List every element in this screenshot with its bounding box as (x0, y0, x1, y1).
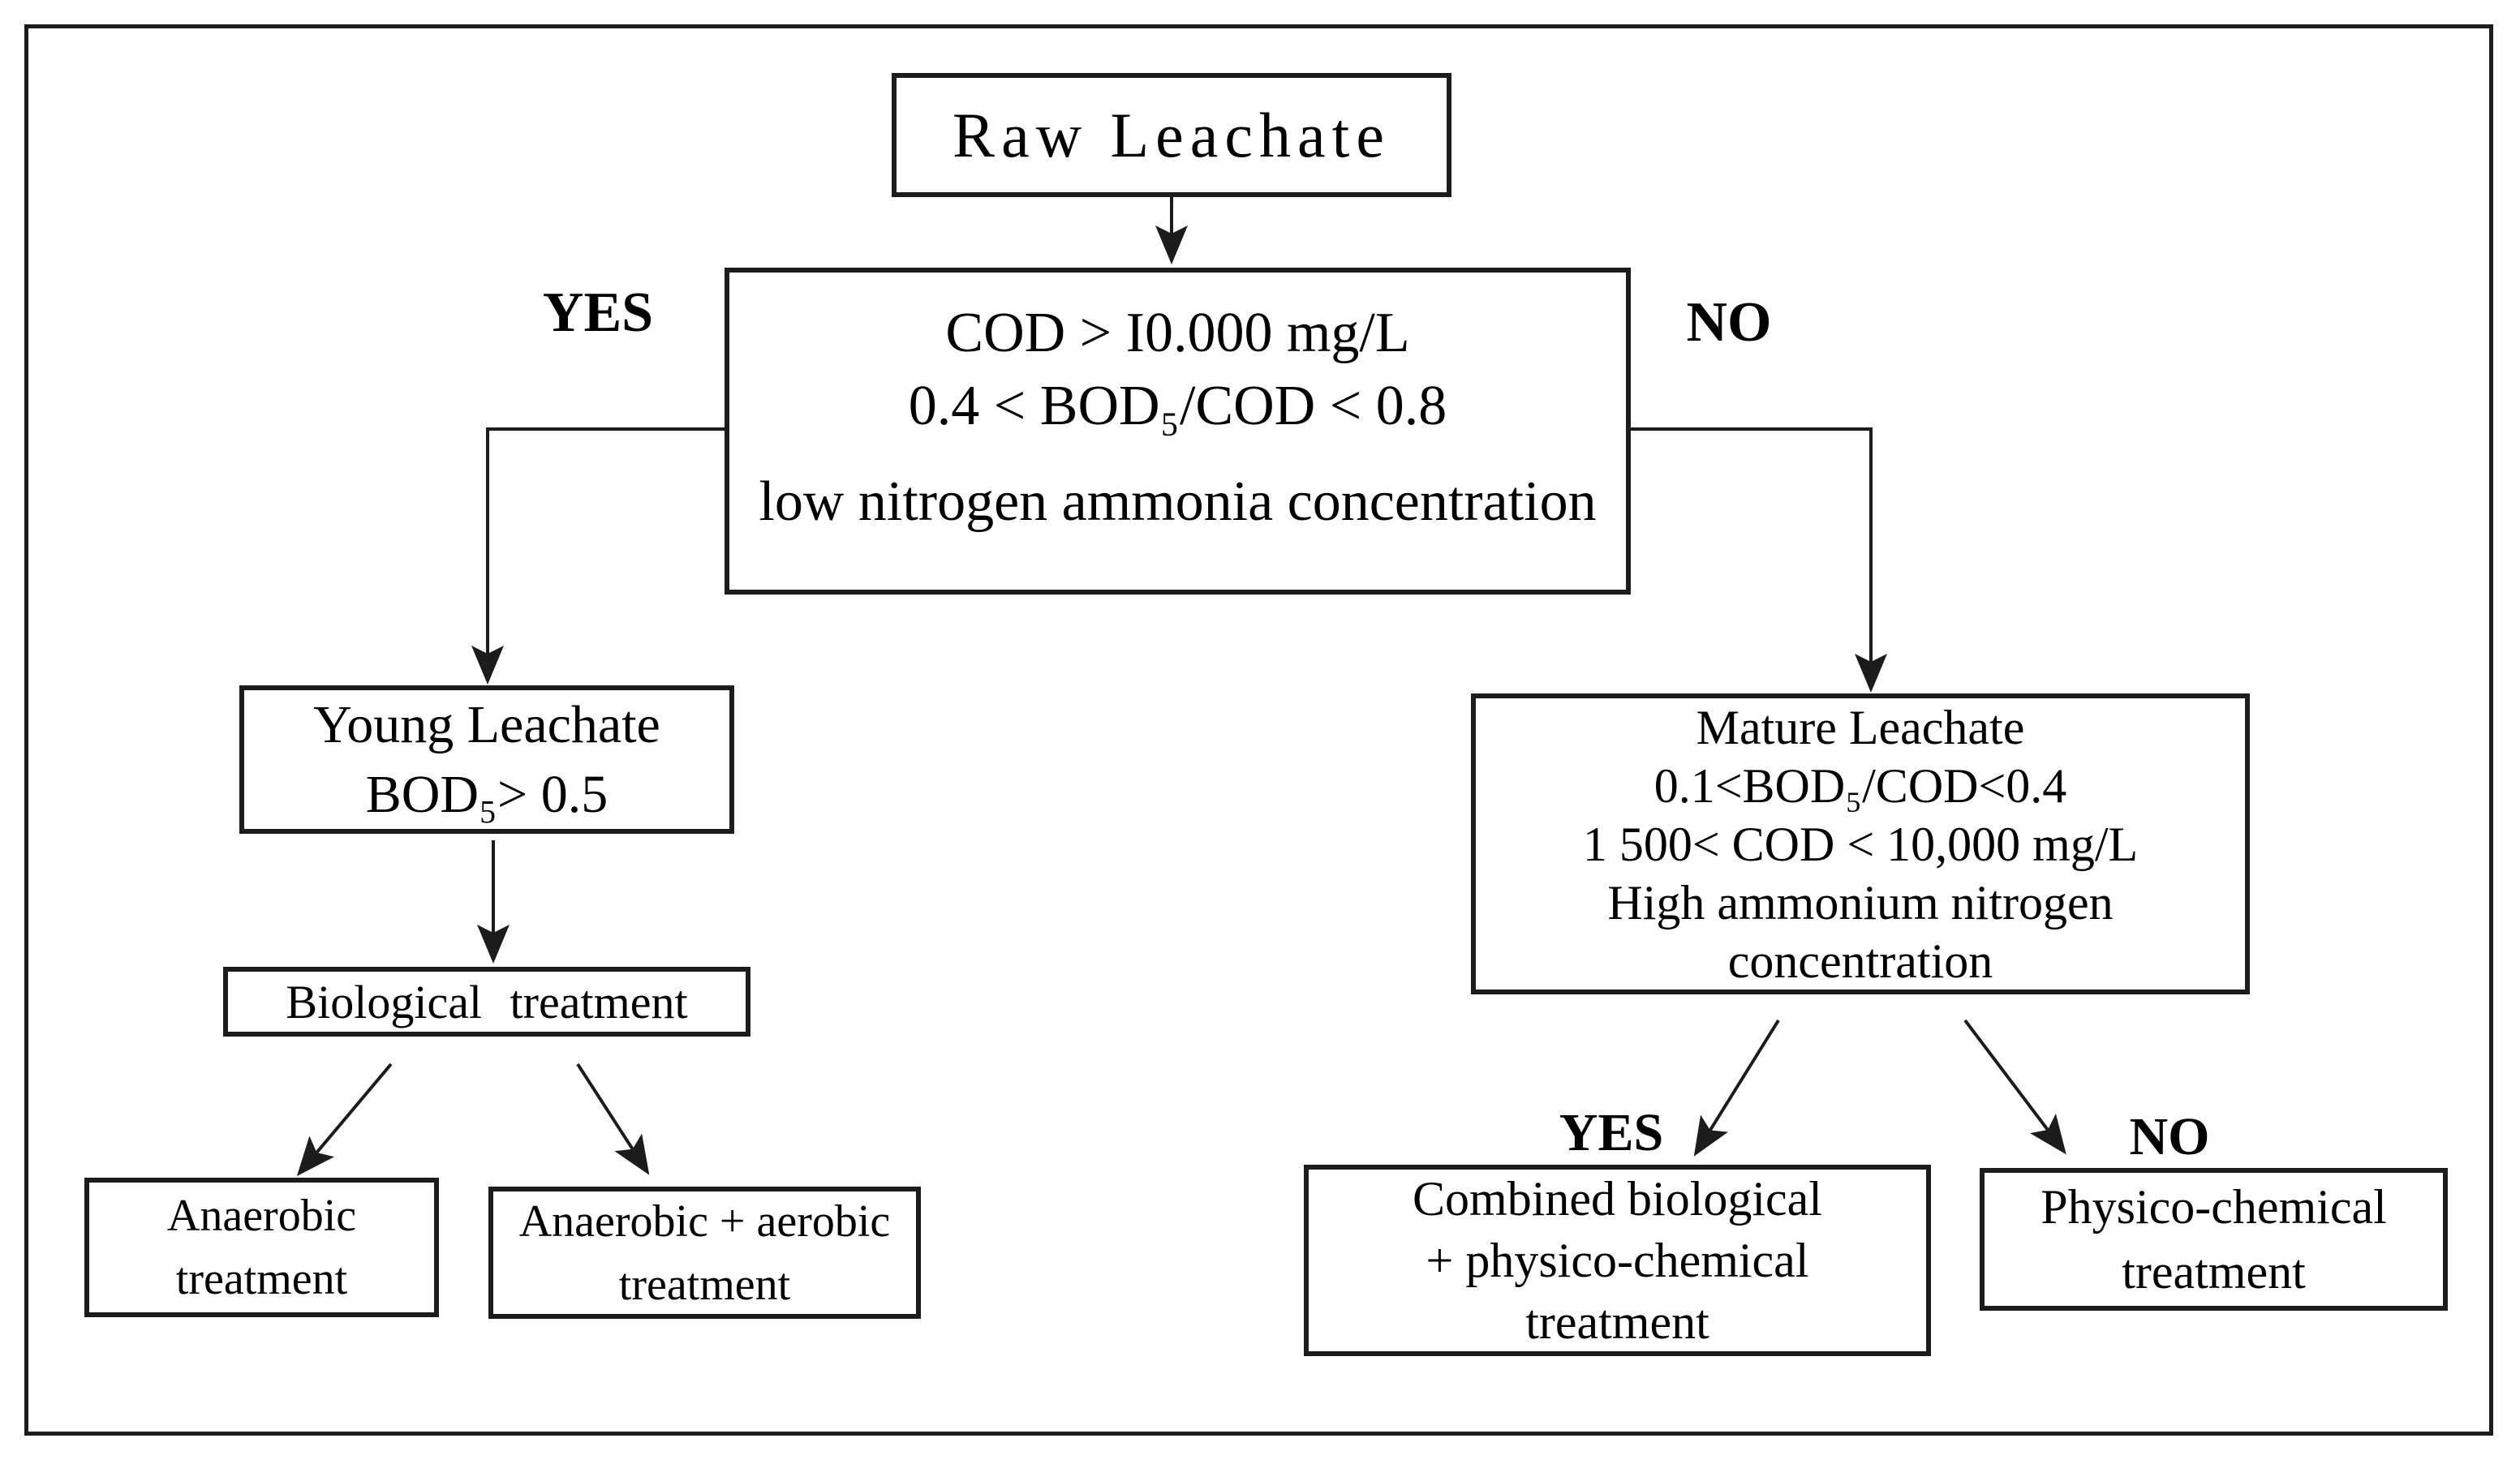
node-physico-chemical-treatment (1980, 1168, 2448, 1311)
node-raw-leachate (892, 73, 1451, 197)
arrow-mature-to-physico (1965, 1020, 2062, 1149)
node-line: 0.4 < BOD₅/COD < 0.8 (908, 374, 1447, 437)
arrow-biological-to-anaerobic (301, 1064, 391, 1171)
node-line: low nitrogen ammonia concentration (759, 470, 1597, 533)
node-line: Biological treatment (286, 975, 688, 1028)
node-line: concentration (1727, 934, 1993, 988)
node-young-leachate (239, 685, 734, 834)
branch-label-no-bottom: NO (2129, 1107, 2210, 1166)
arrow-no-branch-right (1631, 429, 1871, 686)
node-line: Anaerobic + aerobic (518, 1196, 891, 1247)
node-combined-biological-physico-chemical (1304, 1165, 1931, 1356)
node-main-decision (725, 268, 1631, 595)
node-line: Physico-chemical (2041, 1180, 2387, 1234)
node-line: treatment (618, 1259, 791, 1310)
arrow-mature-to-combined (1697, 1020, 1778, 1151)
branch-label-yes-top: YES (542, 281, 654, 344)
node-anaerobic-aerobic-treatment (488, 1187, 921, 1319)
node-line: Mature Leachate (1696, 700, 2025, 754)
node-line: treatment (2122, 1245, 2306, 1299)
branch-label-no-top: NO (1686, 291, 1772, 354)
node-line: 0.1<BOD₅/COD<0.4 (1653, 758, 2067, 813)
node-line: COD > I0.000 mg/L (945, 301, 1410, 364)
node-line: Combined biological (1413, 1172, 1822, 1226)
arrow-yes-branch-left (488, 429, 725, 678)
node-line: 1 500< COD < 10,000 mg/L (1582, 817, 2139, 871)
node-line: treatment (175, 1254, 348, 1304)
node-line: Raw Leachate (953, 99, 1391, 170)
node-biological-treatment (223, 967, 750, 1037)
node-line: Young Leachate (313, 694, 660, 754)
node-mature-leachate (1471, 693, 2250, 994)
node-line: + physico-chemical (1426, 1234, 1809, 1287)
node-line: treatment (1525, 1295, 1709, 1349)
branch-label-yes-bottom: YES (1559, 1103, 1664, 1162)
node-line: Anaerobic (166, 1191, 357, 1241)
node-anaerobic-treatment (84, 1178, 439, 1317)
node-line: BOD₅> 0.5 (365, 764, 608, 824)
arrow-biological-to-anaerobic-aerobic (578, 1064, 646, 1170)
node-line: High ammonium nitrogen (1607, 875, 2114, 929)
